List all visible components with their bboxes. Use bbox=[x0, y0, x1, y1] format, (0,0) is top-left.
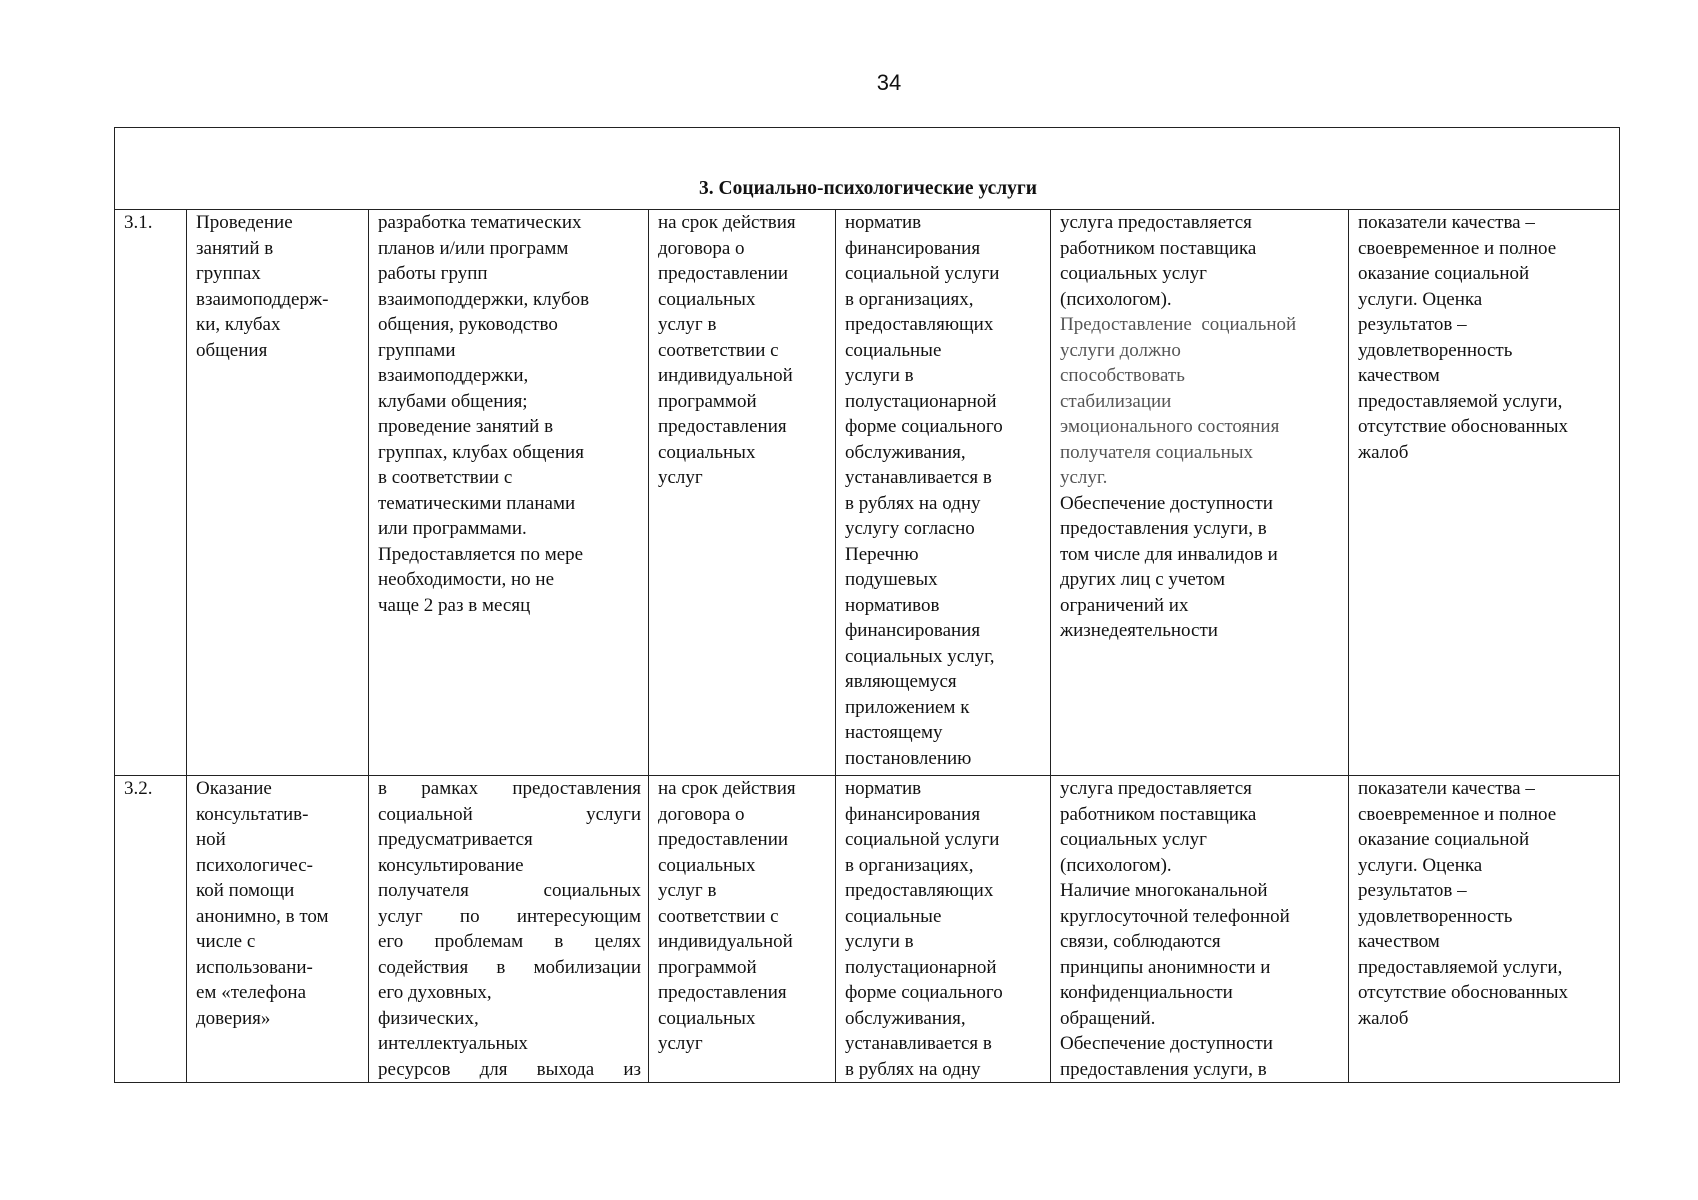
text-line: предоставляемой услуги, bbox=[1358, 956, 1563, 978]
service-norm-cell bbox=[836, 776, 1051, 1083]
text-line: группами bbox=[378, 339, 456, 361]
text-line: в рублях на одну bbox=[845, 1058, 981, 1080]
text-line: планов и/или программ bbox=[378, 237, 569, 259]
text-line: проведение занятий в bbox=[378, 416, 554, 437]
text-line: его проблемам в целях bbox=[378, 931, 641, 952]
text-line: использовани- bbox=[196, 956, 313, 978]
text-line: связи, соблюдаются bbox=[1060, 931, 1221, 952]
text-line: настоящему bbox=[845, 722, 943, 743]
service-quality-cell bbox=[1349, 776, 1620, 1083]
text-line: ной bbox=[196, 829, 226, 850]
service-name-cell bbox=[187, 210, 369, 776]
text-line: консультатив- bbox=[196, 803, 309, 825]
text-line: или программами. bbox=[378, 518, 527, 539]
text-line: его духовных, bbox=[378, 982, 492, 1003]
text-line: жалоб bbox=[1358, 441, 1409, 463]
text-line: на срок действия bbox=[658, 212, 796, 233]
text-line: услуга предоставляется bbox=[1060, 778, 1252, 799]
service-quality-cell bbox=[1349, 210, 1620, 776]
text-line: обслуживания, bbox=[845, 441, 966, 463]
service-content-cell bbox=[369, 776, 649, 1083]
text-line: консультирование bbox=[378, 854, 524, 876]
text-line: форме социального bbox=[845, 416, 1003, 437]
text-line: удовлетворенность bbox=[1358, 905, 1513, 927]
text-line: предоставления bbox=[658, 416, 787, 437]
text-line: Предоставляется по мере bbox=[378, 543, 584, 565]
text-line: норматив bbox=[845, 778, 922, 799]
text-line: ресурсов для выхода из bbox=[378, 1058, 641, 1080]
text-line: социальные bbox=[845, 905, 942, 927]
text-line: приложением к bbox=[845, 696, 970, 718]
text-line: взаимоподдержки, клубов bbox=[378, 288, 590, 310]
text-line: социальной услуги bbox=[378, 803, 641, 825]
text-line: услуги. Оценка bbox=[1358, 854, 1483, 876]
text-line: показатели качества – bbox=[1358, 212, 1535, 233]
text-line: работником поставщика bbox=[1060, 237, 1257, 259]
service-term-cell bbox=[649, 210, 836, 776]
text-line: социальных bbox=[658, 1007, 756, 1029]
text-line: том числе для инвалидов и bbox=[1060, 543, 1278, 565]
text-line: услуг в bbox=[658, 880, 717, 901]
service-conditions-cell bbox=[1051, 776, 1349, 1083]
text-line: оказание социальной bbox=[1358, 263, 1530, 284]
text-line: являющемуся bbox=[845, 671, 957, 692]
text-line: своевременное и полное bbox=[1358, 803, 1557, 825]
text-line: работником поставщика bbox=[1060, 803, 1257, 825]
services-table bbox=[114, 127, 1620, 1083]
text-line: Оказание bbox=[196, 778, 272, 799]
text-line: взаимоподдерж- bbox=[196, 288, 329, 310]
text-line: социальных услуг bbox=[1060, 829, 1207, 850]
text-line: предоставления услуги, в bbox=[1060, 1058, 1267, 1080]
text-line: отсутствие обоснованных bbox=[1358, 416, 1569, 437]
text-line: форме социального bbox=[845, 982, 1003, 1003]
row-number: 3.2. bbox=[115, 776, 187, 1083]
text-line: предоставляющих bbox=[845, 880, 994, 901]
text-line: жизнедеятельности bbox=[1060, 620, 1218, 641]
text-line: финансирования bbox=[845, 620, 981, 641]
text-line: предусматривается bbox=[378, 829, 533, 850]
text-line: подушевых bbox=[845, 569, 938, 590]
text-line: устанавливается в bbox=[845, 1033, 992, 1054]
text-line: социальной услуги bbox=[845, 829, 1000, 850]
text-line: услугу согласно bbox=[845, 518, 975, 539]
text-line: финансирования bbox=[845, 803, 981, 825]
text-line: чаще 2 раз в месяц bbox=[378, 594, 531, 616]
text-line: услуг по интересующим bbox=[378, 905, 641, 927]
text-line: финансирования bbox=[845, 237, 981, 259]
text-line: числе с bbox=[196, 931, 256, 952]
text-line: социальных bbox=[658, 441, 756, 463]
text-line: предоставления услуги, в bbox=[1060, 518, 1267, 539]
table-row bbox=[115, 210, 1620, 776]
text-line: необходимости, но не bbox=[378, 569, 555, 590]
text-line: услуги в bbox=[845, 931, 914, 952]
text-line: качеством bbox=[1358, 365, 1440, 386]
text-line: способствовать bbox=[1060, 365, 1185, 386]
text-line: стабилизации bbox=[1060, 390, 1172, 412]
text-line: в организациях, bbox=[845, 288, 974, 310]
text-line: социальных bbox=[658, 288, 756, 310]
text-line: (психологом). bbox=[1060, 854, 1172, 876]
text-line: программой bbox=[658, 390, 757, 412]
text-line: социальной услуги bbox=[845, 263, 1000, 284]
text-line: группах bbox=[196, 263, 261, 284]
text-line: услуга предоставляется bbox=[1060, 212, 1252, 233]
text-line: интеллектуальных bbox=[378, 1033, 528, 1054]
text-line: социальные bbox=[845, 339, 942, 361]
text-line: клубами общения; bbox=[378, 390, 528, 412]
text-line: получателя социальных bbox=[378, 880, 641, 901]
text-line: тематическими планами bbox=[378, 492, 576, 514]
text-line: других лиц с учетом bbox=[1060, 569, 1226, 590]
text-line: социальных услуг bbox=[1060, 263, 1207, 284]
text-line: анонимно, в том bbox=[196, 905, 329, 927]
text-line: услуг bbox=[658, 1033, 703, 1054]
text-line: занятий в bbox=[196, 237, 274, 259]
text-line: услуги должно bbox=[1060, 339, 1181, 361]
service-conditions-cell bbox=[1051, 210, 1349, 776]
text-line: индивидуальной bbox=[658, 931, 793, 952]
text-line: общения bbox=[196, 339, 268, 361]
text-line: социальных bbox=[658, 854, 756, 876]
text-line: круглосуточной телефонной bbox=[1060, 905, 1290, 927]
text-line: услуг. bbox=[1060, 467, 1108, 488]
text-line: обращений. bbox=[1060, 1007, 1156, 1029]
text-line: общения, руководство bbox=[378, 314, 558, 335]
text-line: доверия» bbox=[196, 1007, 271, 1029]
service-term-cell bbox=[649, 776, 836, 1083]
text-line: жалоб bbox=[1358, 1007, 1409, 1029]
text-line: кой помощи bbox=[196, 880, 295, 901]
text-line: услуги в bbox=[845, 365, 914, 386]
service-content-cell bbox=[369, 210, 649, 776]
section-title: 3. Социально-психологические услуги bbox=[115, 128, 1620, 210]
text-line: в рублях на одну bbox=[845, 492, 981, 514]
text-line: полустационарной bbox=[845, 956, 997, 978]
text-line: социальных услуг, bbox=[845, 645, 995, 667]
text-line: предоставления bbox=[658, 982, 787, 1003]
text-line: соответствии с bbox=[658, 905, 779, 927]
section-header-row bbox=[115, 128, 1620, 210]
text-line: на срок действия bbox=[658, 778, 796, 799]
text-line: результатов – bbox=[1358, 314, 1467, 335]
text-line: постановлению bbox=[845, 747, 972, 769]
text-line: договора о bbox=[658, 803, 745, 825]
text-line: норматив bbox=[845, 212, 922, 233]
text-line: оказание социальной bbox=[1358, 829, 1530, 850]
text-line: психологичес- bbox=[196, 854, 313, 876]
text-line: физических, bbox=[378, 1007, 479, 1029]
text-line: работы групп bbox=[378, 263, 488, 284]
text-line: предоставлении bbox=[658, 263, 789, 284]
text-line: отсутствие обоснованных bbox=[1358, 982, 1569, 1003]
text-line: Предоставление социальной bbox=[1060, 314, 1297, 335]
text-line: программой bbox=[658, 956, 757, 978]
text-line: предоставляющих bbox=[845, 314, 994, 335]
text-line: в организациях, bbox=[845, 854, 974, 876]
text-line: соответствии с bbox=[658, 339, 779, 361]
text-line: (психологом). bbox=[1060, 288, 1172, 310]
text-line: ки, клубах bbox=[196, 314, 281, 335]
text-line: договора о bbox=[658, 237, 745, 259]
text-line: своевременное и полное bbox=[1358, 237, 1557, 259]
text-line: услуги. Оценка bbox=[1358, 288, 1483, 310]
text-line: разработка тематических bbox=[378, 212, 582, 233]
text-line: Проведение bbox=[196, 212, 293, 233]
text-line: обслуживания, bbox=[845, 1007, 966, 1029]
text-line: ограничений их bbox=[1060, 594, 1189, 616]
text-line: удовлетворенность bbox=[1358, 339, 1513, 361]
page-number: 34 bbox=[876, 70, 902, 95]
text-line: услуг в bbox=[658, 314, 717, 335]
text-line: качеством bbox=[1358, 931, 1440, 952]
text-line: конфиденциальности bbox=[1060, 982, 1233, 1003]
text-line: нормативов bbox=[845, 594, 940, 616]
text-line: Обеспечение доступности bbox=[1060, 492, 1273, 514]
text-line: эмоционального состояния bbox=[1060, 416, 1280, 437]
text-line: получателя социальных bbox=[1060, 441, 1254, 463]
text-line: содействия в мобилизации bbox=[378, 956, 641, 978]
text-line: Наличие многоканальной bbox=[1060, 880, 1268, 901]
text-line: ем «телефона bbox=[196, 982, 307, 1003]
text-line: Обеспечение доступности bbox=[1060, 1033, 1273, 1054]
text-line: полустационарной bbox=[845, 390, 997, 412]
row-number: 3.1. bbox=[115, 210, 187, 776]
service-norm-cell bbox=[836, 210, 1051, 776]
text-line: в рамках предоставления bbox=[378, 778, 641, 799]
text-line: взаимоподдержки, bbox=[378, 365, 529, 386]
service-name-cell bbox=[187, 776, 369, 1083]
text-line: Перечню bbox=[845, 543, 919, 565]
text-line: результатов – bbox=[1358, 880, 1467, 901]
text-line: принципы анонимности и bbox=[1060, 956, 1271, 978]
text-line: в соответствии с bbox=[378, 467, 513, 488]
text-line: предоставляемой услуги, bbox=[1358, 390, 1563, 412]
text-line: группах, клубах общения bbox=[378, 441, 584, 463]
table-row bbox=[115, 776, 1620, 1083]
text-line: устанавливается в bbox=[845, 467, 992, 488]
text-line: индивидуальной bbox=[658, 365, 793, 386]
text-line: услуг bbox=[658, 467, 703, 488]
text-line: предоставлении bbox=[658, 829, 789, 850]
text-line: показатели качества – bbox=[1358, 778, 1535, 799]
